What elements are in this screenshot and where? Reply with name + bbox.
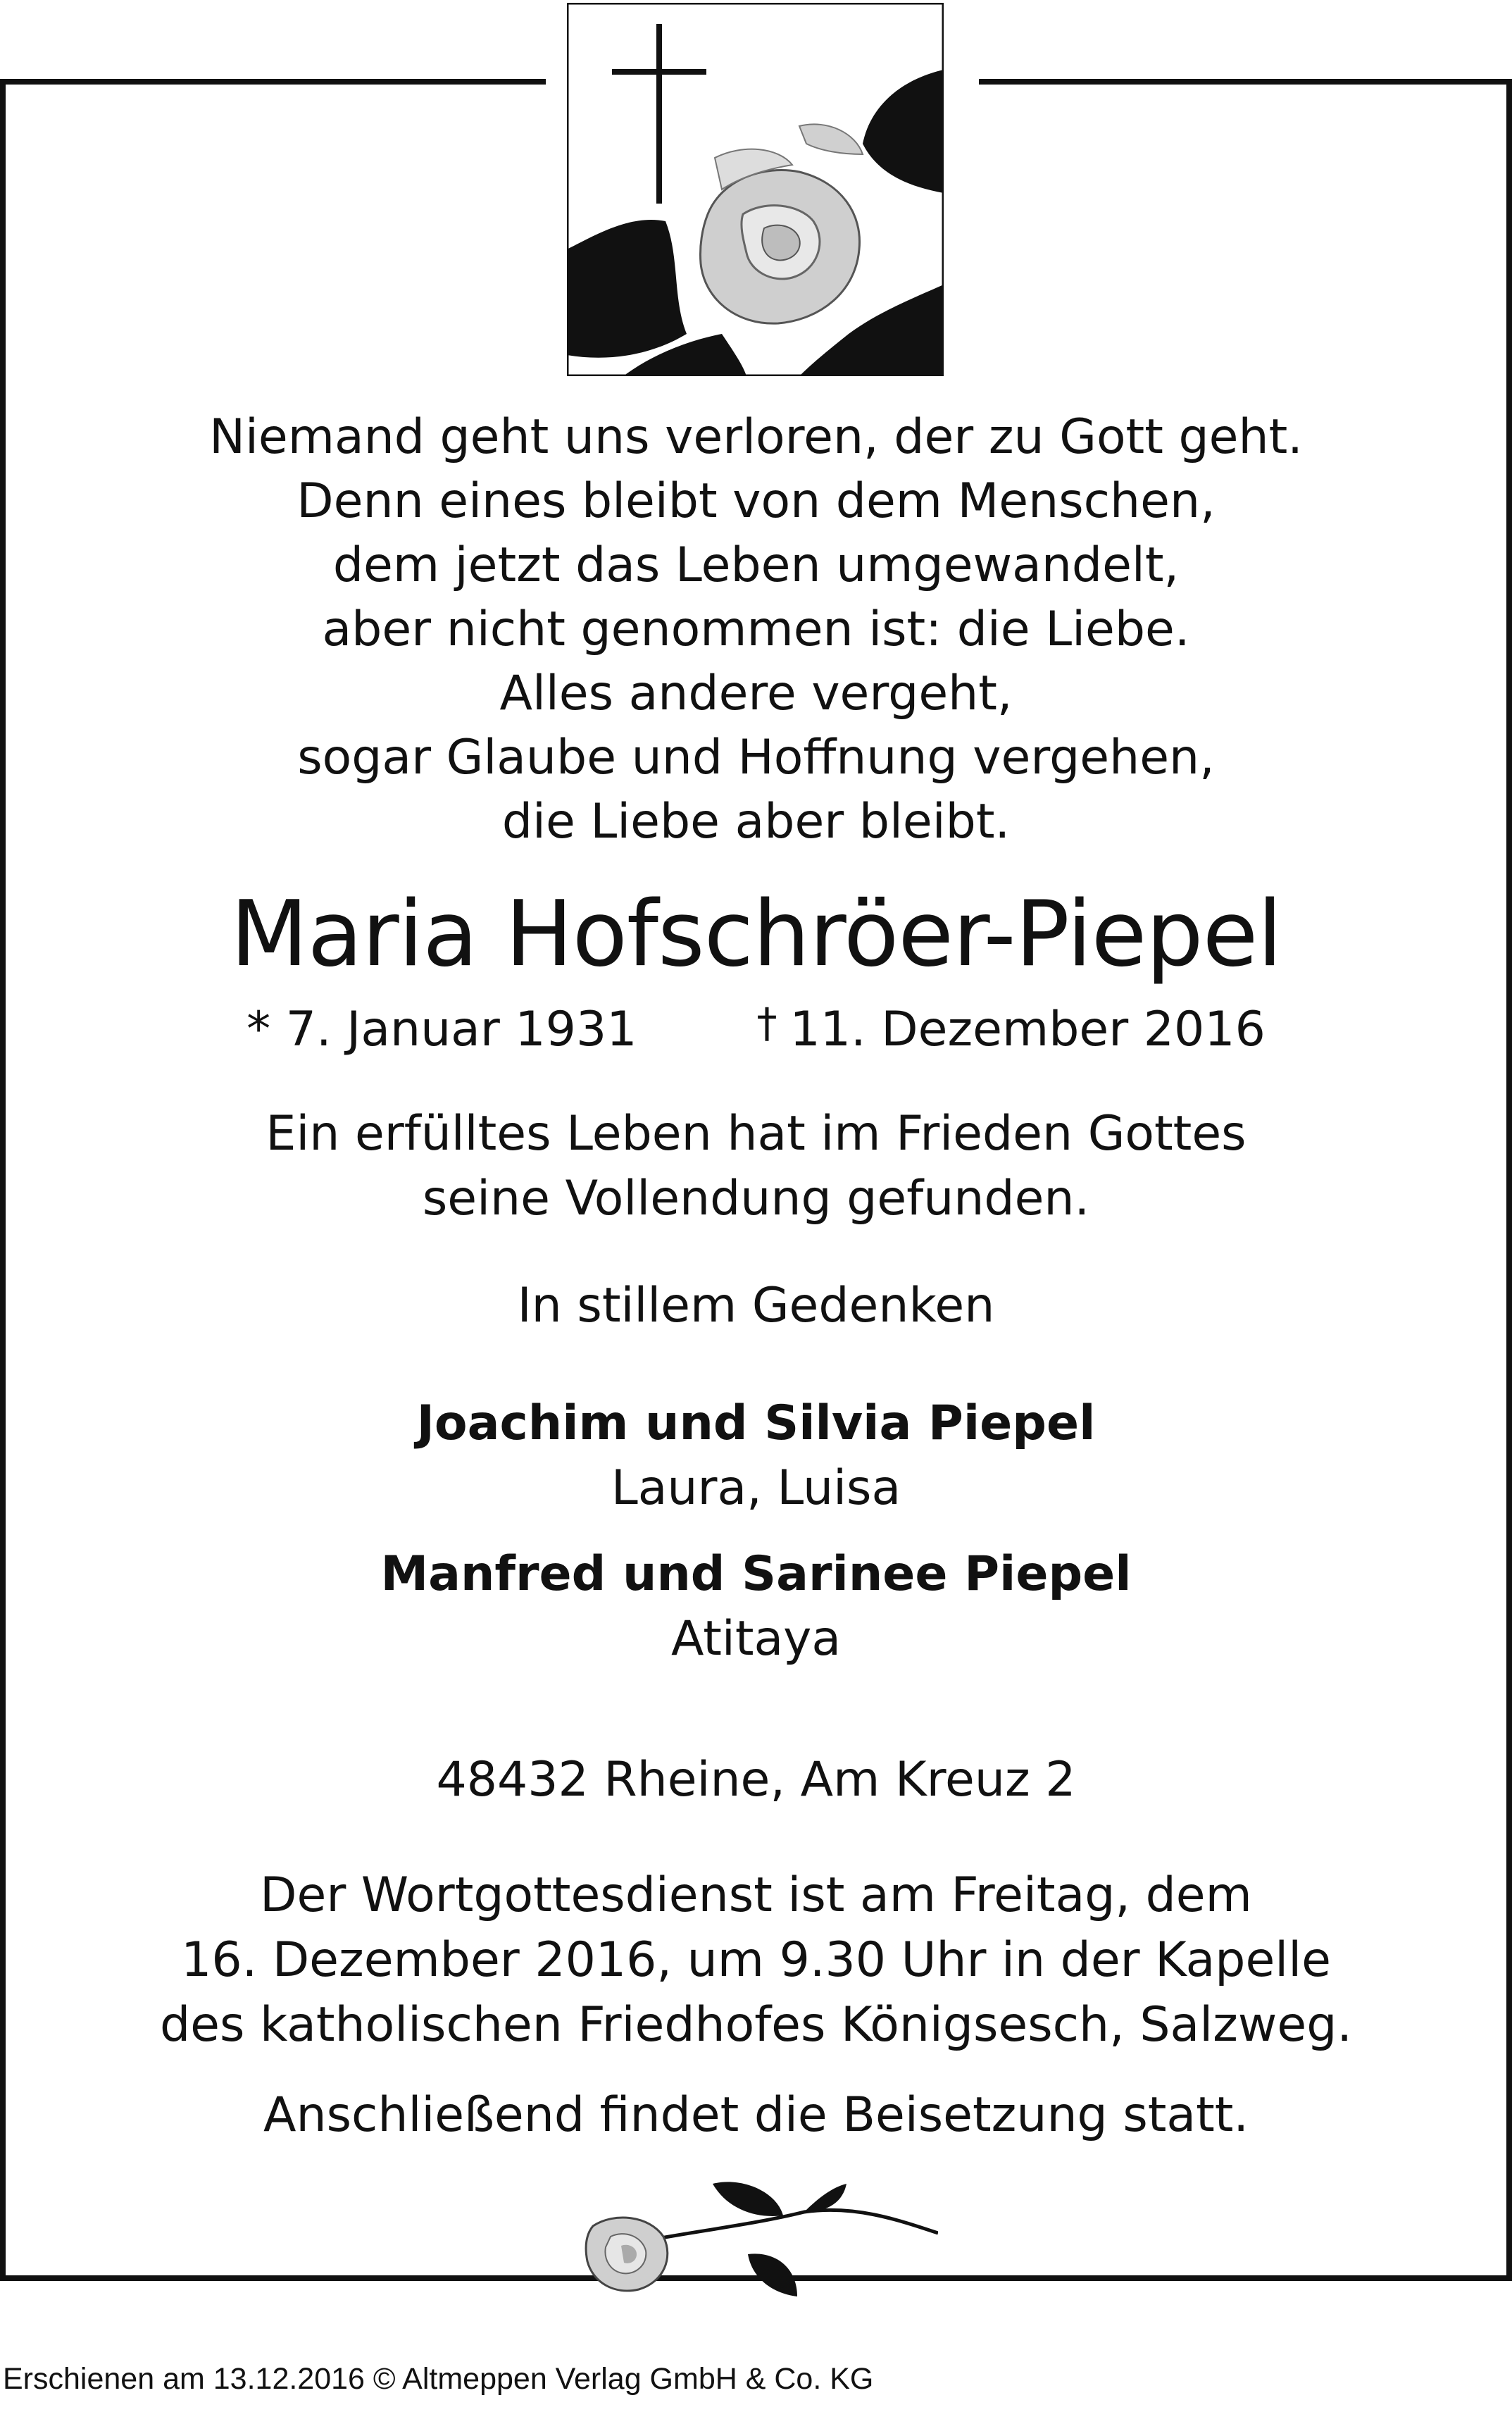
birth-date: 7. Januar 1931 (285, 1002, 637, 1057)
frame-top-left (0, 79, 546, 85)
burial-note: Anschließend findet die Beisetzung statt. (263, 2087, 1249, 2143)
cross-with-rose-icon (567, 3, 944, 376)
family-children: Atitaya (670, 1611, 842, 1667)
address: 48432 Rheine, Am Kreuz 2 (436, 1752, 1076, 1808)
family-children: Laura, Luisa (611, 1460, 901, 1516)
frame-right (1506, 79, 1512, 2281)
verse-line: Niemand geht uns verloren, der zu Gott geht. (209, 409, 1303, 465)
death-symbol: † (756, 999, 777, 1047)
family-names: Manfred und Sarinee Piepel (380, 1546, 1132, 1602)
family-names: Joachim und Silvia Piepel (416, 1395, 1096, 1451)
memorial-text: In stillem Gedenken (517, 1278, 995, 1334)
rose-icon (572, 2177, 938, 2311)
tribute (28, 1102, 1484, 1231)
service-line: des katholischen Friedhofes Königsesch, Salzweg. (159, 1997, 1353, 2053)
service-line: 16. Dezember 2016, um 9.30 Uhr in der Kapelle (181, 1932, 1331, 1988)
life-dates (28, 993, 1484, 1059)
verse (28, 405, 1484, 854)
service-info (28, 1863, 1484, 2058)
deceased-name: Maria Hofschröer-Piepel (230, 882, 1282, 987)
service-line: Der Wortgottesdienst ist am Freitag, dem (260, 1867, 1252, 1923)
verse-line: Denn eines bleibt von dem Menschen, (296, 473, 1216, 529)
tribute-line: seine Vollendung gefunden. (422, 1171, 1090, 1226)
verse-line: dem jetzt das Leben umgewandelt, (332, 537, 1180, 593)
memorial-heading (28, 1274, 1484, 1338)
frame-top-right (979, 79, 1512, 85)
verse-line: die Liebe aber bleibt. (501, 794, 1011, 850)
publication-footer: Erschienen am 13.12.2016 © Altmeppen Verlag GmbH & Co. KG (3, 2362, 874, 2396)
frame-left (0, 79, 6, 2281)
obituary-content (28, 405, 1484, 2148)
verse-line: sogar Glaube und Hoffnung vergehen, (297, 730, 1215, 785)
verse-line: aber nicht genommen ist: die Liebe. (322, 602, 1190, 657)
tribute-line: Ein erfülltes Leben hat im Frieden Gottes (265, 1106, 1247, 1162)
verse-line: Alles andere vergeht, (499, 666, 1013, 721)
birth-symbol: * (246, 1002, 271, 1057)
death-date: 11. Dezember 2016 (789, 1002, 1266, 1057)
